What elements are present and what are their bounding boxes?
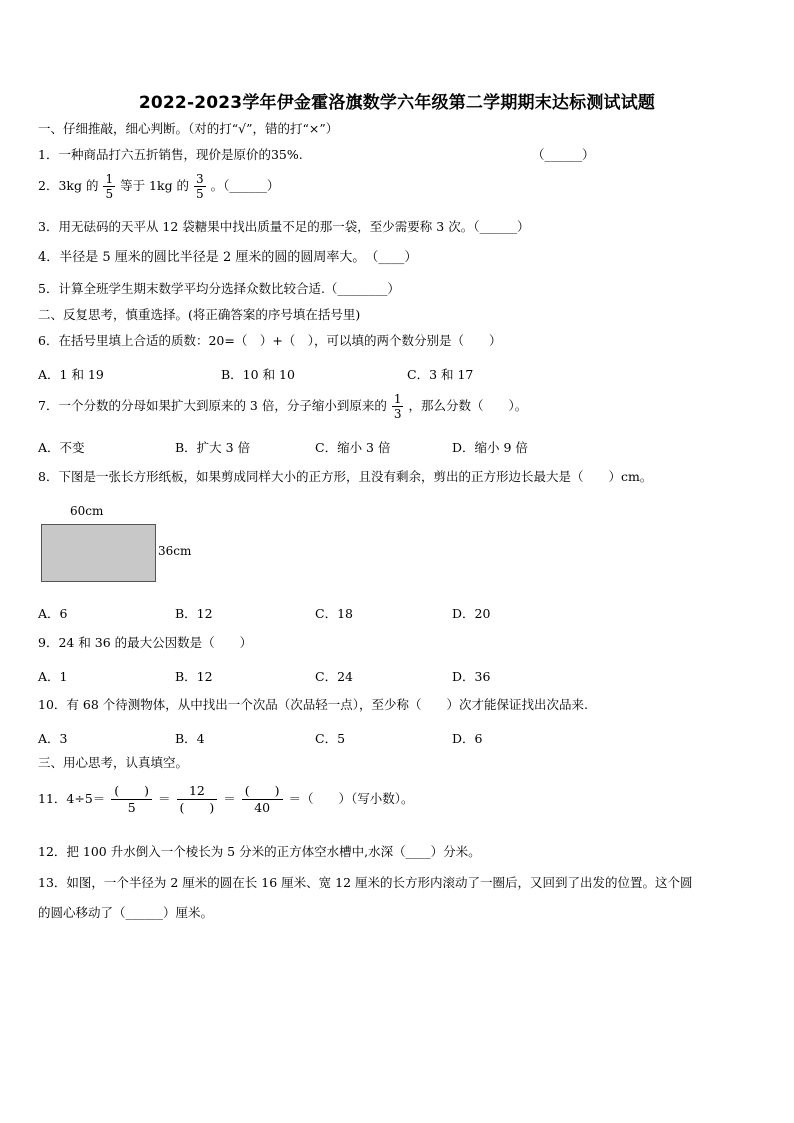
fraction-1-5: $\frac{1}{5}$ <box>105 172 114 201</box>
option-d: D．20 <box>452 606 491 621</box>
option-a: A．6 <box>38 606 68 621</box>
question-2-suffix: 。（______） <box>210 178 280 193</box>
option-a: A．3 <box>38 731 68 746</box>
question-7-prefix: 7．一个分数的分母如果扩大到原来的 3 倍，分子缩小到原来的 <box>38 398 387 413</box>
rectangle-figure <box>41 524 156 582</box>
question-2-mid: 等于 1kg 的 <box>120 178 190 193</box>
question-5: 5．计算全班学生期末数学平均分选择众数比较合适.（________） <box>38 281 400 296</box>
option-b: B．12 <box>175 606 213 621</box>
question-11 <box>38 783 414 816</box>
option-c: C．3 和 17 <box>407 367 474 382</box>
figure-width-label: 60cm <box>70 504 104 518</box>
option-a: A．1 和 19 <box>38 367 104 382</box>
question-6: 6．在括号里填上合适的质数：20=（ ）+（ ），可以填的两个数分别是（ ） <box>38 333 502 348</box>
figure-height-label: 36cm <box>158 544 192 558</box>
question-7-suffix: ，那么分数（ ）。 <box>408 398 528 413</box>
equals-sign: ＝ <box>223 791 236 806</box>
question-1-text: 1．一种商品打六五折销售，现价是原价的35%. <box>38 147 303 162</box>
section-2-heading: 二、反复思考，慎重选择。(将正确答案的序号填在括号里) <box>38 307 361 322</box>
question-10: 10．有 68 个待测物体，从中找出一个次品（次品轻一点），至少称（ ）次才能保证找出次品来. <box>38 697 588 712</box>
question-12: 12．把 100 升水倒入一个棱长为 5 分米的正方体空水槽中,水深（____）分米。 <box>38 844 481 859</box>
fraction-12-over-blank: $\frac{12}{( )}$ <box>177 783 218 816</box>
option-c: C．24 <box>315 669 353 684</box>
option-a: A．不变 <box>38 440 85 455</box>
question-3: 3．用无砝码的天平从 12 袋糖果中找出质量不足的那一袋，至少需要称 3 次。（______） <box>38 219 530 234</box>
question-2-prefix: 2．3kg 的 <box>38 178 99 193</box>
option-b: B．扩大 3 倍 <box>175 440 251 455</box>
question-2 <box>38 172 279 201</box>
question-9: 9．24 和 36 的最大公因数是（ ） <box>38 635 253 650</box>
section-3-heading: 三、用心思考，认真填空。 <box>38 755 189 770</box>
question-1 <box>38 147 303 163</box>
option-d: D．6 <box>452 731 483 746</box>
fraction-1-3: $\frac{1}{3}$ <box>393 392 402 421</box>
option-d: D．缩小 9 倍 <box>452 440 528 455</box>
fraction-blank-over-5: $\frac{( )}{5}$ <box>111 783 152 816</box>
question-11-suffix: ＝（ ）（写小数）。 <box>288 791 414 806</box>
option-c: C．18 <box>315 606 353 621</box>
fraction-3-5: $\frac{3}{5}$ <box>196 172 204 201</box>
option-b: B．4 <box>175 731 205 746</box>
page-title: 2022-2023学年伊金霍洛旗数学六年级第二学期期末达标测试试题 <box>138 93 656 113</box>
option-c: C．缩小 3 倍 <box>315 440 391 455</box>
question-13-line-1: 13．如图，一个半径为 2 厘米的圆在长 16 厘米、宽 12 厘米的长方形内滚动了一圈后，又回到了出发的位置。这个圆 <box>38 875 693 890</box>
question-1-answer: （______） <box>532 147 595 162</box>
section-1-heading: 一、仔细推敲，细心判断。（对的打“√”，错的打“×”） <box>38 121 339 136</box>
option-b: B．10 和 10 <box>221 367 295 382</box>
option-a: A．1 <box>38 669 68 684</box>
option-c: C．5 <box>315 731 346 746</box>
fraction-blank-over-40: $\frac{( )}{40}$ <box>242 783 283 816</box>
option-d: D．36 <box>452 669 491 684</box>
question-11-prefix: 11．4÷5＝ <box>38 791 106 806</box>
question-8: 8．下图是一张长方形纸板，如果剪成同样大小的正方形，且没有剩余，剪出的正方形边长最大是（ ）cm。 <box>38 469 653 484</box>
question-4: 4．半径是 5 厘米的圆比半径是 2 厘米的圆的圆周率大。 （____） <box>38 250 418 265</box>
equals-sign: ＝ <box>158 791 171 806</box>
question-7 <box>38 392 527 421</box>
option-b: B．12 <box>175 669 213 684</box>
question-13-line-2: 的圆心移动了（______）厘米。 <box>38 905 214 920</box>
